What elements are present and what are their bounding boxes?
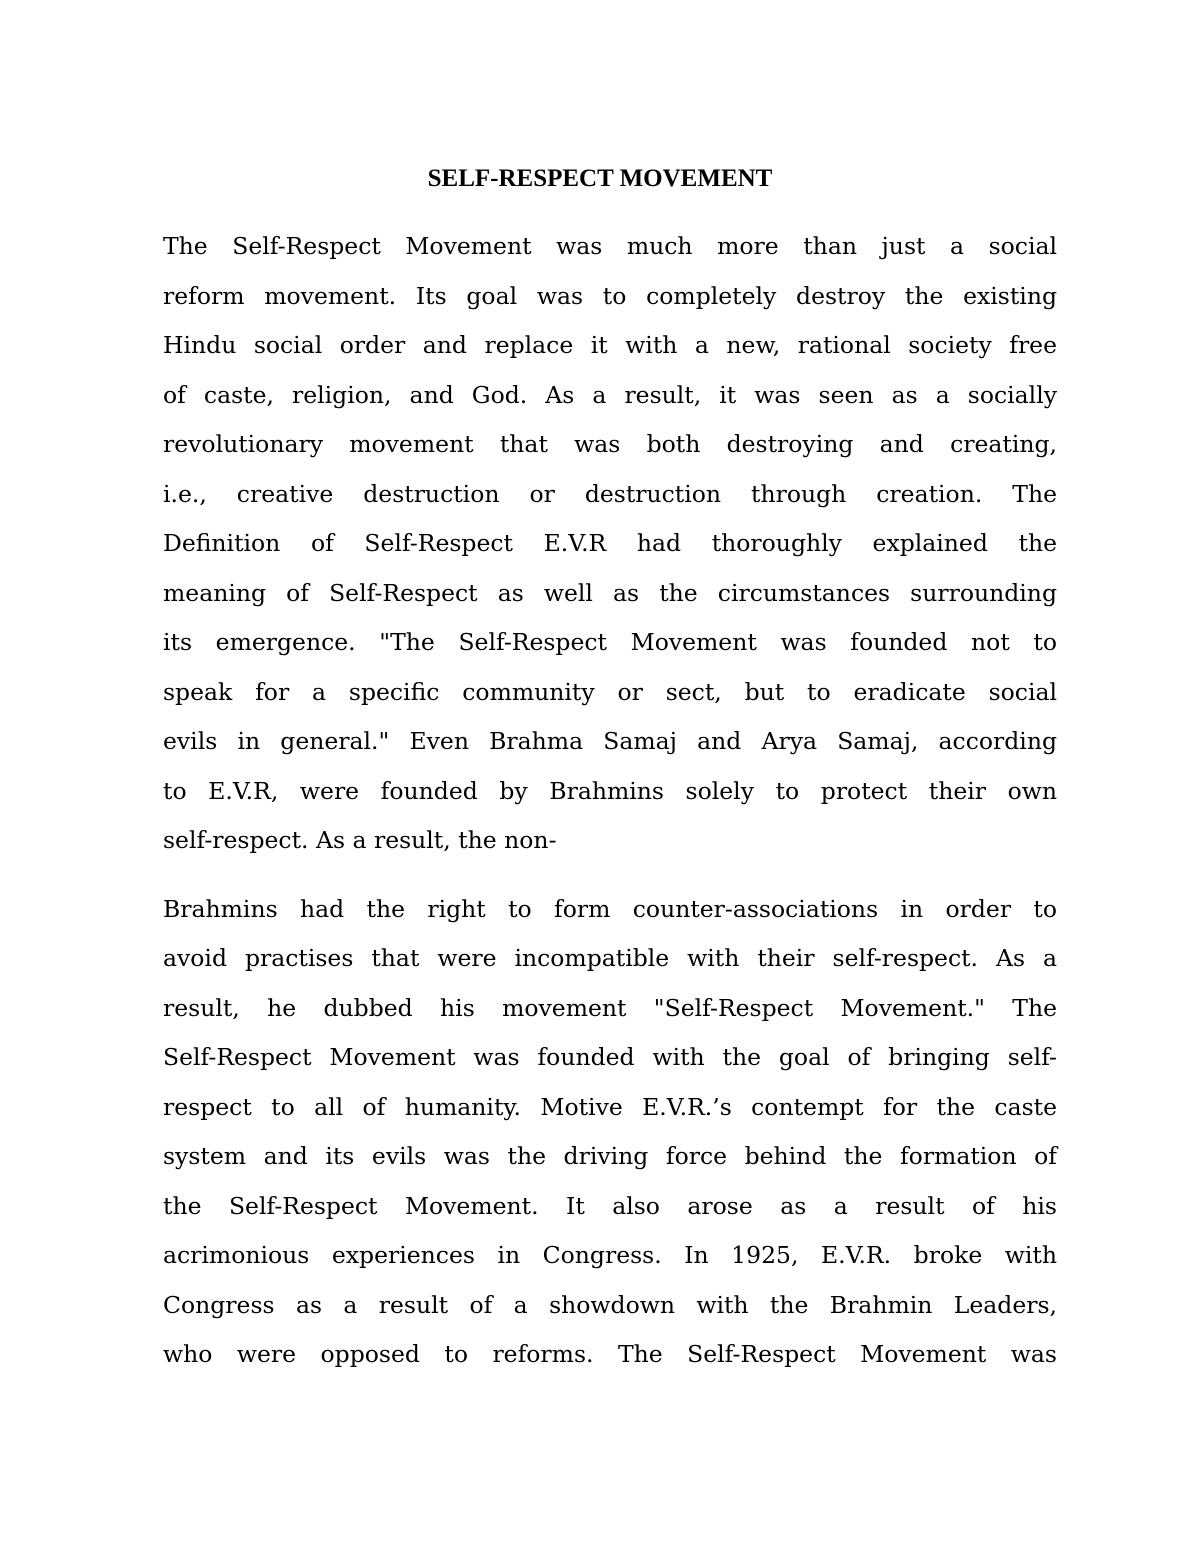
paragraph-line: system and its evils was the driving force behind the formation of — [163, 1142, 1057, 1170]
paragraph-line: to E.V.R, were founded by Brahmins solely to protect their own — [163, 777, 1057, 805]
paragraph-line: Self-Respect Movement was founded with the goal of bringing self- — [163, 1043, 1057, 1071]
paragraph-line: The Self-Respect Movement was much more than just a social — [163, 232, 1057, 260]
paragraph-line: Brahmins had the right to form counter-associations in order to — [163, 895, 1057, 923]
paragraph-line: meaning of Self-Respect as well as the circumstances surrounding — [163, 579, 1057, 607]
paragraph-line: i.e., creative destruction or destruction through creation. The — [163, 480, 1057, 508]
document-title: SELF-RESPECT MOVEMENT — [427, 165, 773, 192]
paragraph-line: revolutionary movement that was both destroying and creating, — [163, 430, 1057, 458]
paragraph-line: its emergence. "The Self-Respect Movement was founded not to — [163, 628, 1057, 656]
paragraph-line: reform movement. Its goal was to completely destroy the existing — [163, 282, 1057, 310]
paragraph-line: Definition of Self-Respect E.V.R had thoroughly explained the — [163, 529, 1057, 557]
paragraph-line: respect to all of humanity. Motive E.V.R.’s contempt for the caste — [163, 1093, 1057, 1121]
paragraph-line: evils in general." Even Brahma Samaj and Arya Samaj, according — [163, 727, 1057, 755]
paragraph-line: acrimonious experiences in Congress. In 1925, E.V.R. broke with — [163, 1241, 1057, 1269]
paragraph-line: of caste, religion, and God. As a result, it was seen as a socially — [163, 381, 1057, 409]
paragraph-line: avoid practises that were incompatible with their self-respect. As a — [163, 944, 1057, 972]
paragraph-line: who were opposed to reforms. The Self-Respect Movement was — [163, 1340, 1057, 1368]
paragraph-line: result, he dubbed his movement "Self-Respect Movement." The — [163, 994, 1057, 1022]
paragraph-line: Hindu social order and replace it with a new, rational society free — [163, 331, 1057, 359]
paragraph-line: speak for a specific community or sect, but to eradicate social — [163, 678, 1057, 706]
paragraph-line: Congress as a result of a showdown with the Brahmin Leaders, — [163, 1291, 1057, 1319]
paragraph-line: the Self-Respect Movement. It also arose as a result of his — [163, 1192, 1057, 1220]
paragraph-line: self-respect. As a result, the non- — [163, 826, 557, 854]
